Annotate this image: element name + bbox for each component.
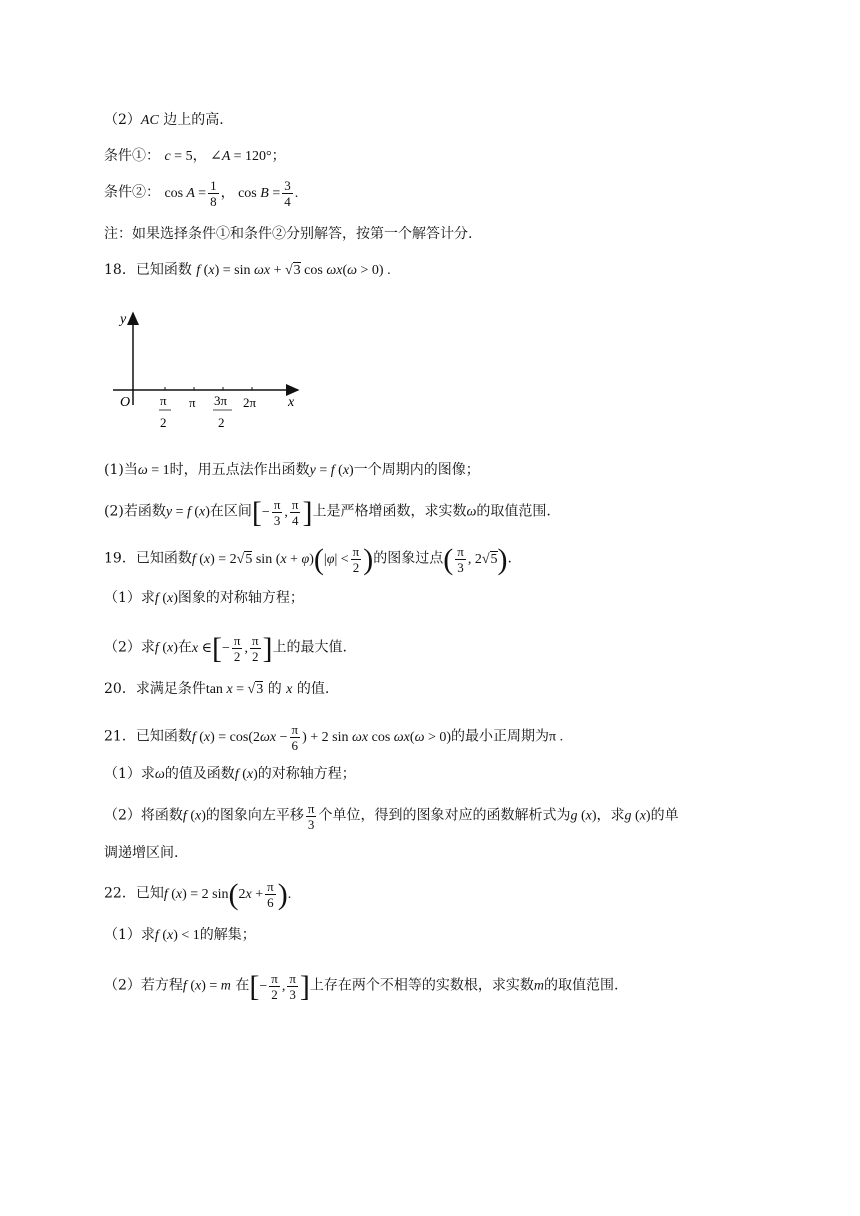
svg-text:2: 2 — [218, 415, 225, 430]
question-18-part-1: (1)当ω = 1时，用五点法作出函数y = f (x)一个周期内的图像； — [104, 462, 480, 478]
question-22-part-2: （2）若方程f (x) = m 在[− $\frac{\pi}{2}$ , $\frac{\pi}{3}$ ]上存在两个不相等的实数根，求实数m的取值范围. — [104, 969, 619, 1003]
math-AC: AC — [140, 113, 159, 128]
note: 注：如果选择条件①和条件②分别解答，按第一个解答计分. — [104, 226, 473, 242]
origin-label: O — [120, 395, 131, 410]
math-cond1: c = 5， ∠A = 120°； — [164, 149, 286, 164]
x-axis-label: x — [288, 395, 295, 410]
question-19-part-2: （2）求f (x)在x ∈[− $\frac{\pi}{2}$ , $\frac{\pi}{2}$ ]上的最大值. — [104, 631, 347, 665]
y-axis-label: y — [120, 312, 127, 327]
question-21: 21．已知函数f (x) = cos(2ωx − $\frac{\pi}{6}$ ) + 2 sin ωx cos ωx(ω > 0)的最小正周期为π . — [104, 722, 564, 753]
sub-question-2: （2）AC 边上的高. — [104, 112, 224, 128]
question-21-part-2-cont: 调递增区间. — [104, 845, 179, 861]
condition-1: 条件①： c = 5， ∠A = 120°； — [104, 148, 286, 164]
question-22-part-1: （1）求f (x) < 1的解集； — [104, 927, 256, 943]
tick-label-pi-half: π — [160, 393, 167, 408]
math-cond2: cos A = $\frac{1}{8}$ ， cos B = $\frac{3}{4}$ . — [164, 178, 299, 209]
svg-text:2: 2 — [160, 415, 167, 430]
question-22: 22．已知f (x) = 2 sin(2x + $\frac{\pi}{6}$ ). — [104, 877, 292, 911]
question-18: 18．已知函数 f (x) = sin ωx + √3 cos ωx(ω > 0) . — [104, 262, 391, 278]
tick-label-pi: π — [189, 395, 196, 410]
question-21-part-1: （1）求ω的值及函数f (x)的对称轴方程； — [104, 766, 356, 782]
question-21-part-2: （2）将函数f (x)的图象向左平移 $\frac{\pi}{3}$ 个单位，得到的图象对应的函数解析式为g (x)，求g (x)的单 — [104, 801, 679, 832]
tick-label-3pi-half: 3π — [214, 393, 228, 408]
coordinate-graph — [108, 305, 328, 435]
tick-label-2pi: 2π — [243, 395, 257, 410]
question-18-part-2: (2)若函数y = f (x)在区间[− $\frac{\pi}{3}$ , $\frac{\pi}{4}$ ]上是严格增函数，求实数ω的取值范围. — [104, 495, 551, 529]
question-19-part-1: （1）求f (x)图象的对称轴方程； — [104, 590, 304, 606]
question-19: 19．已知函数f (x) = 2√5 sin (x + φ)(|φ| < $\frac{\pi}{2}$ )的图象过点( $\frac{\pi}{3}$ , 2√5). — [104, 542, 512, 576]
condition-2: 条件②： cos A = $\frac{1}{8}$ ， cos B = $\frac{3}{4}$ . — [104, 178, 299, 209]
question-20: 20．求满足条件tan x = √3 的 x 的值. — [104, 681, 330, 697]
math-q18-f: f (x) = sin ωx + √3 cos ωx(ω > 0) . — [196, 263, 391, 278]
